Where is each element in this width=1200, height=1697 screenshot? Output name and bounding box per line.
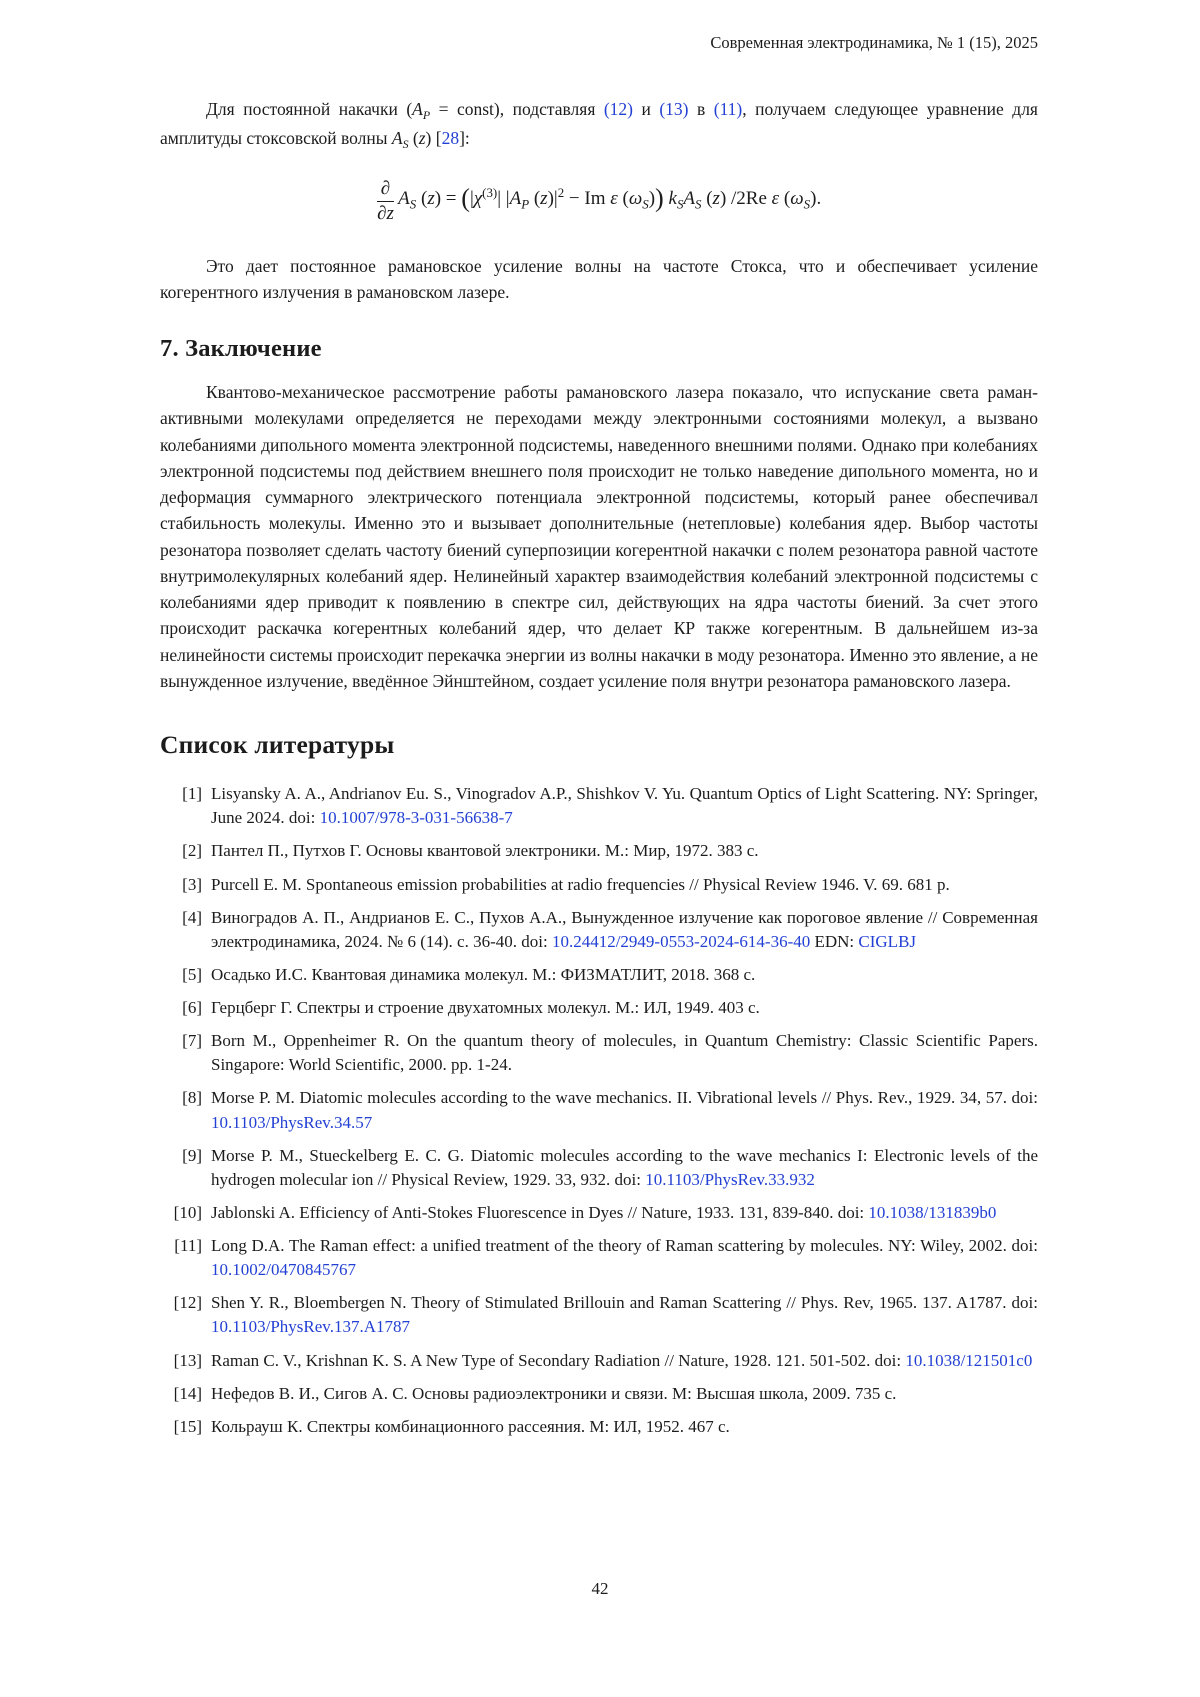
reference-text xyxy=(211,1029,1038,1077)
math-variable: χ xyxy=(473,187,483,209)
page-content xyxy=(160,96,1038,1448)
journal-running-head: Современная электродинамика, № 1 (15), 2025 xyxy=(710,33,1038,52)
reference-label: [15] xyxy=(173,1416,202,1436)
math-variable: ε xyxy=(771,187,780,209)
reference-item xyxy=(160,873,1038,897)
text-run: Jablonski A. Efficiency of Anti-Stokes Fluorescence in Dyes // Nature, 1933. 131, 839-840. doi: xyxy=(211,1202,869,1222)
math-variable: A xyxy=(398,187,410,209)
reference-label: [13] xyxy=(173,1350,202,1370)
math-variable: z xyxy=(427,187,435,209)
text-run: ( xyxy=(461,183,470,213)
page-number: 42 xyxy=(591,1579,609,1598)
text-run: ( xyxy=(408,128,419,149)
inline-link[interactable]: 10.1007/978-3-031-56638-7 xyxy=(319,808,513,828)
fraction-partial-derivative: $\frac{\partial}{\partial z}$ xyxy=(377,178,394,224)
reference-item xyxy=(160,1201,1038,1225)
reference-text xyxy=(211,996,1038,1020)
reference-item xyxy=(160,906,1038,954)
text-run: S xyxy=(695,196,702,212)
text-run: Born M., Oppenheimer R. On the quantum theory of molecules, in Quantum Chemistry: Classic Scientific Papers. Singapore: World Scientific, 2000. pp. 1-24. xyxy=(211,1031,1038,1075)
reference-label: [1] xyxy=(182,784,202,804)
inline-link[interactable]: 28 xyxy=(441,128,460,149)
math-variable: A xyxy=(509,187,522,209)
text-run: S xyxy=(409,196,417,212)
text-run: ( xyxy=(779,187,791,209)
reference-text xyxy=(211,963,1038,987)
reference-label: [3] xyxy=(182,874,202,894)
reference-text xyxy=(211,1349,1038,1373)
reference-label: [7] xyxy=(182,1031,202,1051)
math-variable: A xyxy=(412,99,423,119)
inline-link[interactable]: 10.1038/131839b0 xyxy=(868,1202,997,1222)
paragraph-raman-gain: Это дает постоянное рамановское усиление волны на частоте Стокса, что и обеспечивает усиление когерентного излучения в рамановском лазере. xyxy=(160,255,1038,302)
reference-text xyxy=(211,1415,1038,1439)
text-run: S xyxy=(642,196,649,212)
reference-label: [2] xyxy=(182,841,202,861)
text-run: )| xyxy=(547,187,558,209)
text-run: и xyxy=(633,99,660,119)
inline-link[interactable]: (13) xyxy=(659,99,689,119)
reference-text xyxy=(211,906,1038,954)
text-run: ( xyxy=(529,187,541,209)
reference-item xyxy=(160,1415,1038,1439)
text-run: S xyxy=(803,196,811,212)
reference-text xyxy=(211,1086,1038,1134)
reference-label: [12] xyxy=(173,1293,202,1313)
reference-label: [8] xyxy=(182,1088,202,1108)
reference-text xyxy=(211,1382,1038,1406)
reference-item xyxy=(160,839,1038,863)
reference-item xyxy=(160,1086,1038,1134)
text-run: Виноградов А. П., Андрианов Е. С., Пухов А.А., Вынужденное излучение как пороговое явление // Современная электродинамика, 2024. № 6 (14). с. 36-40. doi: xyxy=(211,907,1038,951)
reference-label: [9] xyxy=(182,1145,202,1165)
math-variable: ω xyxy=(628,187,643,209)
math-variable: k xyxy=(668,187,677,209)
math-variable: A xyxy=(683,187,696,209)
inline-link[interactable]: 10.1103/PhysRev.137.A1787 xyxy=(211,1317,410,1337)
reference-label: [5] xyxy=(182,964,202,984)
reference-item xyxy=(160,1234,1038,1282)
reference-text xyxy=(211,1234,1038,1282)
text-run: Morse P. M., Stueckelberg E. C. G. Diatomic molecules according to the wave mechanics I: Electronic levels of the hydrogen molecular ion // Physical Review, 1929. 33, 932. doi: xyxy=(211,1145,1038,1189)
text-run: Long D.A. The Raman effect: a unified treatment of the theory of Raman scattering by molecules. NY: Wiley, 2002. doi: xyxy=(211,1236,1038,1256)
reference-item xyxy=(160,1144,1038,1192)
reference-text xyxy=(211,782,1038,830)
text-run: | xyxy=(470,187,474,209)
reference-item xyxy=(160,1349,1038,1373)
text-run: Morse P. M. Diatomic molecules according to the wave mechanics. II. Vibrational levels // Phys. Rev., 1929. 34, 57. doi: xyxy=(211,1088,1038,1108)
reference-item xyxy=(160,1291,1038,1339)
text-run: ). xyxy=(810,187,822,209)
text-run: 2 xyxy=(557,184,565,200)
text-run: Кольрауш К. Спектры комбинационного рассеяния. М: ИЛ, 1952. 467 с. xyxy=(211,1416,730,1436)
reference-text xyxy=(211,1144,1038,1192)
paragraph-pump-equation-intro xyxy=(160,96,1038,154)
math-variable: ω xyxy=(790,187,804,209)
reference-text xyxy=(211,839,1038,863)
conclusion-body: Квантово-механическое рассмотрение работы рамановского лазера показало, что испускание света раман-активными молекулами определяется не переходами между электронными состояниями молекул, а вызвано колебаниями дипольного момента электронной подсистемы, наведенного внешними полями. Однако при колебаниях электронной подсистемы под действием внешнего поля происходит не только наведение дипольного момента, но и деформация суммарного электрического потенциала электронной подсистемы, который ранее обеспечивал стабильность молекулы. Именно это и вызывает дополнительные (нетепловые) колебания ядер. Выбор частоты резонатора позволяет сделать частоту биений суперпозиции когерентной накачки с полем резонатора равной частоте внутримолекулярных колебаний ядер. Нелинейный характер взаимодействия колебаний электронной подсистемы с колебаниями ядер приводит к появлению в спектре сил, действующих на ядра частоты биений. За счет этого происходит раскачка когерентных колебаний ядер, что делает КР также когерентным. В дальнейшем из-за нелинейности системы происходит перекачка энергии из волны накачки в моду резонатора. Именно это явление, а не вынужденное излучение, введённое Эйнштейном, создает усиление поля внутри резонатора рамановского лазера. xyxy=(160,382,1038,691)
reference-item xyxy=(160,963,1038,987)
text-run: в xyxy=(688,99,714,119)
reference-text xyxy=(211,1291,1038,1339)
reference-label: [14] xyxy=(173,1383,202,1403)
text-run: P xyxy=(422,108,431,123)
section-heading-conclusion: 7. Заключение xyxy=(160,335,322,363)
reference-label: [4] xyxy=(182,907,202,927)
inline-link[interactable]: 10.1038/121501c0 xyxy=(905,1350,1033,1370)
equation-body xyxy=(377,178,822,224)
reference-item xyxy=(160,782,1038,830)
text-run: ( xyxy=(617,187,629,209)
text-run: | | xyxy=(497,187,510,209)
inline-link[interactable]: CIGLBJ xyxy=(858,931,917,951)
text-run: P xyxy=(521,196,530,212)
text-run: Для постоянной накачки ( xyxy=(206,99,413,119)
text-run: ) /2Re xyxy=(719,187,772,209)
text-run: ( xyxy=(416,187,428,209)
inline-link[interactable]: (12) xyxy=(603,99,634,119)
text-run: − Im xyxy=(564,187,611,209)
inline-link[interactable]: 10.1103/PhysRev.34.57 xyxy=(211,1112,373,1132)
references-heading: Список литературы xyxy=(160,730,395,760)
reference-label: [11] xyxy=(174,1236,202,1256)
text-run: = const), подставляя xyxy=(430,99,604,119)
reference-item xyxy=(160,1029,1038,1077)
math-variable: z xyxy=(418,128,426,149)
text-run: Shen Y. R., Bloembergen N. Theory of Stimulated Brillouin and Raman Scattering // Phys. Rev, 1965. 137. A1787. doi: xyxy=(211,1293,1038,1313)
inline-link[interactable]: 10.1002/0470845767 xyxy=(211,1260,356,1280)
inline-link[interactable]: (11) xyxy=(713,99,743,119)
text-run: ) [ xyxy=(425,128,442,149)
text-run: ) xyxy=(648,187,656,209)
reference-label: [10] xyxy=(173,1202,202,1222)
math-variable: ε xyxy=(610,187,618,209)
text-run: Purcell E. M. Spontaneous emission probabilities at radio frequencies // Physical Review 1946. V. 69. 681 p. xyxy=(211,874,950,894)
text-run: (3) xyxy=(482,184,498,200)
text-run: ) = xyxy=(434,187,462,209)
text-run: Осадько И.С. Квантовая динамика молекул. М.: ФИЗМАТЛИТ, 2018. 368 с. xyxy=(211,964,756,984)
math-variable: z xyxy=(540,187,548,209)
equation-stokes-amplitude xyxy=(160,178,1038,225)
reference-item xyxy=(160,1382,1038,1406)
text-run: , получаем следующее уравнение для амплитуды стоксовской волны xyxy=(160,99,1038,149)
text-run: S xyxy=(676,196,684,212)
text-run: Raman C. V., Krishnan K. S. A New Type of Secondary Radiation // Nature, 1928. 121. 501-502. doi: xyxy=(211,1350,906,1370)
text-run: ]: xyxy=(459,128,470,149)
text-run: Нефедов В. И., Сигов А. С. Основы радиоэлектроники и связи. М: Высшая школа, 2009. 735 с. xyxy=(211,1383,897,1403)
reference-list xyxy=(160,782,1038,1439)
text-run: ( xyxy=(701,187,713,209)
math-variable: z xyxy=(712,187,720,209)
reference-text xyxy=(211,873,1038,897)
reference-label: [6] xyxy=(182,998,202,1018)
text-run: EDN: xyxy=(810,931,859,951)
inline-link[interactable]: 10.1103/PhysRev.33.932 xyxy=(645,1169,815,1189)
text-run: S xyxy=(402,137,409,152)
reference-text xyxy=(211,1201,1038,1225)
reference-item xyxy=(160,996,1038,1020)
math-variable: A xyxy=(391,128,403,149)
text-run: ) xyxy=(655,183,664,213)
inline-link[interactable]: 10.24412/2949-0553-2024-614-36-40 xyxy=(551,931,811,951)
text-run: Пантел П., Путхов Г. Основы квантовой электроники. М.: Мир, 1972. 383 с. xyxy=(211,841,759,861)
text-run: Герцберг Г. Спектры и строение двухатомных молекул. М.: ИЛ, 1949. 403 с. xyxy=(211,998,760,1018)
text-run: Lisyansky A. A., Andrianov Eu. S., Vinogradov A.P., Shishkov V. Yu. Quantum Optics of Light Scattering. NY: Springer, June 2024. doi: xyxy=(211,784,1038,828)
